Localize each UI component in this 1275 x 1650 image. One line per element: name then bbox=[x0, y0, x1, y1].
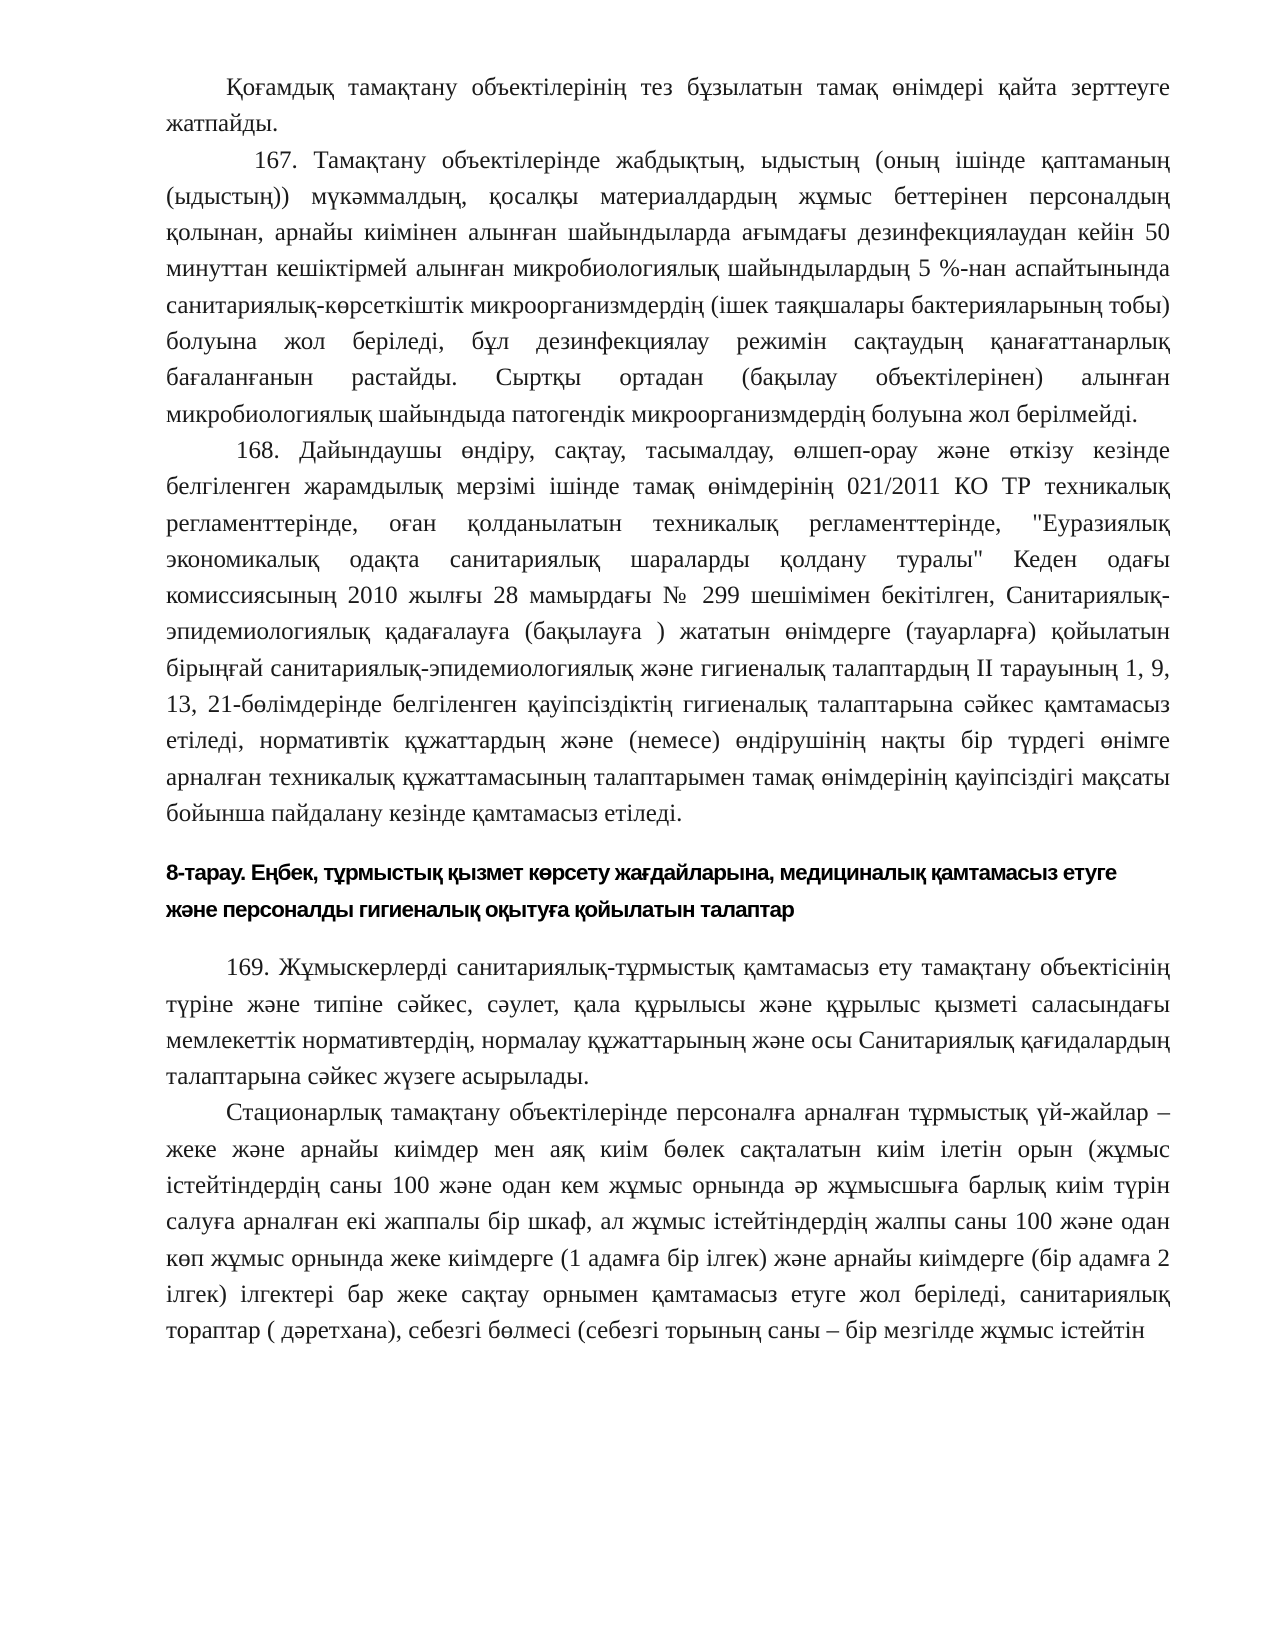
paragraph-perishable-products: Қоғамдық тамақтану объектілерінің тез бұзылатын тамақ өнімдері қайта зерттеуге жатпайды. bbox=[166, 74, 1170, 138]
chapter-heading: 8-тарау. Еңбек, тұрмыстық қызмет көрсету жағдайларына, медициналық қамтамасыз етуге және персоналды гигиеналық оқытуға қойылатын талаптар bbox=[166, 860, 1117, 923]
paragraph-167: 167. Тамақтану объектілерінде жабдықтың, ыдыстың (оның ішінде қаптаманың (ыдыстың)) мүкәммалдың, қосалқы материалдардың жұмыс беттерінен персоналдың қолынан, арнайы киімінен алынған шайындыларда ағымдағы дезинфекциялаудан кейін 50 минуттан кешіктірмей алынған микробиологиялық шайындылардың 5 %-нан аспайтынында санитариялық-көрсеткіштік микроорганизмдердің (ішек таяқшалары бактерияларының тобы) болуына жол беріледі, бұл дезинфекциялау режимін сақтаудың қанағаттанарлық бағаланғанын растайды. Сыртқы ортадан (бақылау объектілерінен) алынған микробиологиялық шайындыда патогендік микроорганизмдердің болуына жол берілмейді. bbox=[166, 146, 1170, 428]
paragraph-168: 168. Дайындаушы өндіру, сақтау, тасымалдау, өлшеп-орау және өткізу кезінде белгіленген жарамдылық мерзімі ішінде тамақ өнімдерінің 021/2011 КО ТР техникалық регламенттерінде, оған қолданылатын техникалық регламенттерінде, "Еуразиялық экономикалық одақта санитариялық шараларды қолдану туралы" Кеден одағы комиссиясының 2010 жылғы 28 мамырдағы № 299 шешімімен бекітілген, Санитариялық-эпидемиологиялық қадағалауға (бақылауға ) жататын өнімдерге (тауарларға) қойылатын бірыңғай санитариялық-эпидемиологиялық және гигиеналық талаптардың II тарауының 1, 9, 13, 21-бөлімдерінде белгіленген қауіпсіздіктің гигиеналық талаптарына сәйкес қамтамасыз етіледі, нормативтік құжаттардың және (немесе) өндірушінің нақты бір түрдегі өнімге арналған техникалық құжаттамасының талаптарымен тамақ өнімдерінің қауіпсіздігі мақсаты бойынша пайдалану кезінде қамтамасыз етіледі. bbox=[166, 436, 1170, 827]
paragraph-household-premises: Стационарлық тамақтану объектілерінде персоналға арналған тұрмыстық үй-жайлар – жеке және арнайы киімдер мен аяқ киім бөлек сақталатын киім ілетін орын (жұмыс істейтіндердің саны 100 және одан кем жұмыс орнында әр жұмысшыға барлық киім түрін салуға арналған екі жаппалы бір шкаф, ал жұмыс істейтіндердің жалпы саны 100 және одан көп жұмыс орнында жеке киімдерге (1 адамға бір ілгек) және арнайы киімдерге (бір адамға 2 ілгек) ілгектері бар жеке сақтау орнымен қамтамасыз етуге жол беріледі, санитариялық тораптар ( дәретхана), себезгі бөлмесі (себезгі торының саны – бір мезгілде жұмыс істейтін bbox=[166, 1099, 1170, 1345]
paragraph-169: 169. Жұмыскерлерді санитариялық-тұрмыстық қамтамасыз ету тамақтану объектісінің түріне және типіне сәйкес, сәулет, қала құрылысы және құрылыс қызметі саласындағы мемлекеттік нормативтердің, нормалау құжаттарының және осы Санитариялық қағидалардың талаптарына сәйкес жүзеге асырылады. bbox=[166, 954, 1170, 1091]
document-page bbox=[166, 70, 1170, 1350]
